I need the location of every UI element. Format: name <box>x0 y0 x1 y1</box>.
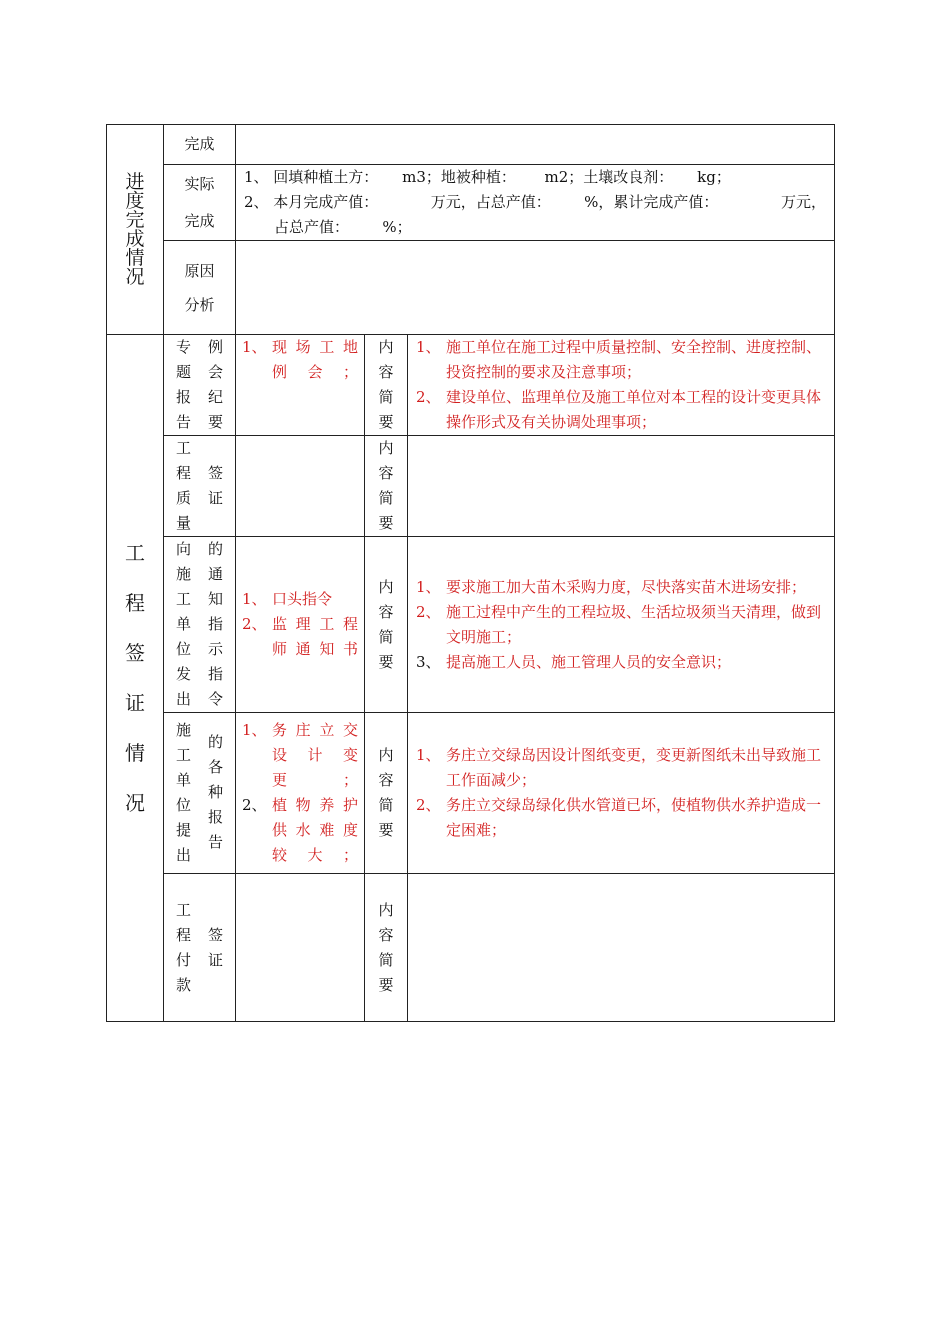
progress-section-title: 进 度 完 成 情 况 <box>107 125 164 335</box>
content-summary-label: 内 容 简 要 <box>365 713 408 874</box>
eng-row-items <box>236 436 365 537</box>
completion-row <box>107 125 835 165</box>
list-item: 2、 务庄立交绿岛绿化供水管道已坏，使植物供水养护造成一定困难； <box>416 796 822 839</box>
content-summary-label: 内 容 简 要 <box>365 335 408 436</box>
eng-row-items <box>236 874 365 1022</box>
eng-row-reports <box>107 713 835 874</box>
content-summary-label: 内 容 简 要 <box>365 874 408 1022</box>
list-item: 3、 提高施工人员、施工管理人员的安全意识； <box>416 652 732 671</box>
list-item: 2、 植 物 养 护 供 水 难 度 较大； <box>242 796 358 864</box>
eng-row-label: 施 工 单 位 提 出 的 各 种 报 告 <box>164 713 236 874</box>
actual-line-2b: 万元， <box>781 193 827 211</box>
reason-row <box>107 241 835 335</box>
eng-row-items <box>236 713 365 874</box>
eng-row-details <box>408 335 835 436</box>
actual-line-2a: 2、 本月完成产值： 万元，占总产值： %，累计完成产值： <box>244 193 719 211</box>
list-item: 2、 施工过程中产生的工程垃圾、生活垃圾须当天清理，做到文明施工； <box>416 602 822 646</box>
reason-label: 原因 分析 <box>164 241 236 335</box>
list-item: 1、 要求施工加大苗木采购力度，尽快落实苗木进场安排； <box>416 577 807 596</box>
eng-row-instructions <box>107 537 835 713</box>
eng-row-label: 专 题 报 告 例 会 纪 要 <box>164 335 236 436</box>
eng-row-details <box>408 874 835 1022</box>
list-item: 1、 现 场 工 地 例会； <box>242 338 358 381</box>
eng-row-items <box>236 335 365 436</box>
actual-line-3: 占总产值： %； <box>274 218 412 236</box>
eng-row-label: 工 程 付 款 签 证 <box>164 874 236 1022</box>
completion-label: 完成 <box>164 125 236 165</box>
eng-row-details <box>408 436 835 537</box>
eng-row-details <box>408 713 835 874</box>
actual-completion-row <box>107 165 835 241</box>
actual-completion-value <box>236 165 835 241</box>
actual-line-1: 1、 回填种植土方： m3；地被种植： m2；土壤改良剂： kg； <box>244 168 731 186</box>
list-item: 1、 口头指令 <box>242 590 333 608</box>
list-item: 1、 务庄立交绿岛因设计图纸变更，变更新图纸未出导致施工工作面减少； <box>416 746 822 789</box>
eng-row-meeting <box>107 335 835 436</box>
list-item: 2、 监 理 工 程 师通知书 <box>242 615 358 658</box>
completion-value <box>236 125 835 165</box>
eng-row-quality <box>107 436 835 537</box>
list-item: 2、 建设单位、监理单位及施工单位对本工程的设计变更具体操作形式及有关协调处理事项； <box>416 388 822 431</box>
actual-completion-label: 实际 完成 <box>164 165 236 241</box>
content-summary-label: 内 容 简 要 <box>365 537 408 713</box>
eng-row-details <box>408 537 835 713</box>
reason-value <box>236 241 835 335</box>
eng-row-items <box>236 537 365 713</box>
list-item: 1、 务 庄 立 交 设 计 变 更； <box>242 721 358 789</box>
eng-row-label: 向 施 工 单 位 发 出 的 通 知 指 示 指 令 <box>164 537 236 713</box>
engineering-section-title: 工 程 签 证 情 况 <box>107 335 164 1022</box>
eng-row-label: 工 程 质 量 签 证 <box>164 436 236 537</box>
eng-row-payment <box>107 874 835 1022</box>
list-item: 1、 施工单位在施工过程中质量控制、安全控制、进度控制、投资控制的要求及注意事项； <box>416 338 822 381</box>
progress-report-table <box>106 124 835 1022</box>
content-summary-label: 内 容 简 要 <box>365 436 408 537</box>
